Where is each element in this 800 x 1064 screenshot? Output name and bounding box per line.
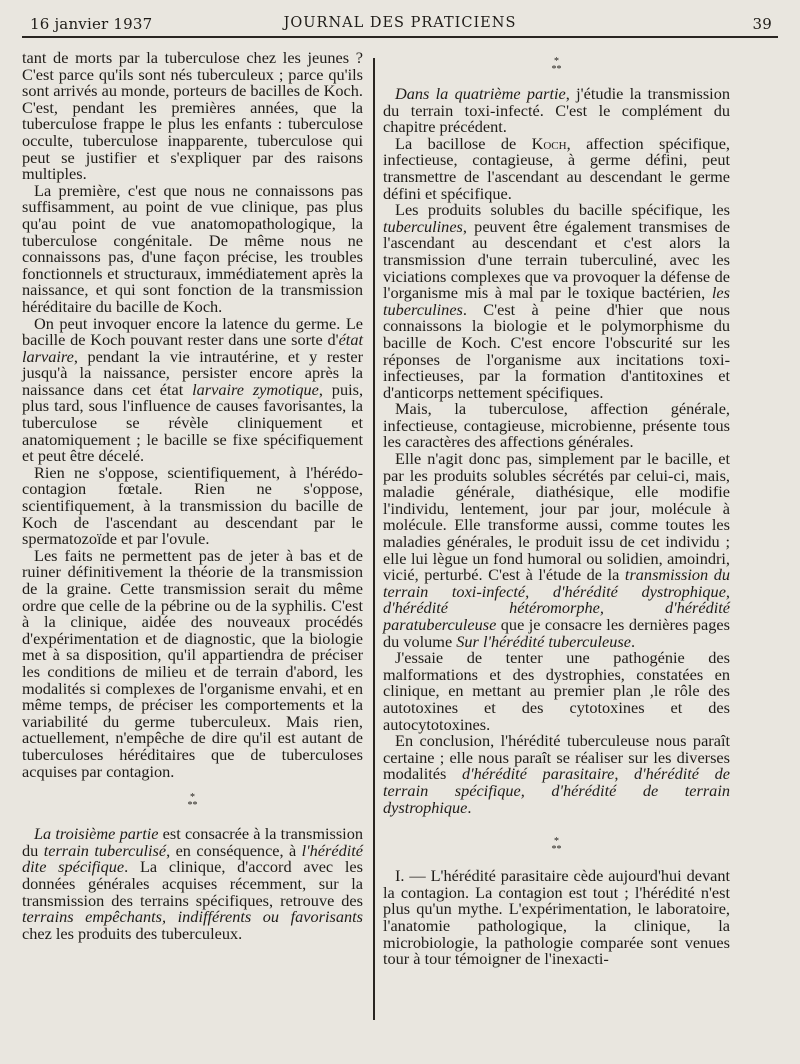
- italic-run: terrains empêchants, indifférents ou favorisants: [22, 907, 363, 927]
- paragraph: Mais, la tuberculose, affection générale, infectieuse, contagieuse, microbienne, présente tous les caractères des affections générales.: [383, 399, 730, 452]
- issue-date: 16 janvier 1937: [30, 15, 153, 33]
- text-run: .: [630, 631, 636, 651]
- text-run: que je consacre les dernières pages du volume: [383, 615, 730, 651]
- asterism-star: *: [556, 64, 562, 75]
- asterism-star: *: [551, 64, 557, 75]
- paragraph: Rien ne s'oppose, scientifiquement, à l'hérédo-contagion fœtale. Rien ne s'oppose, scientifiquement, à la transmission du bacille de Koch de l'ascendant au descendant par le spermatozoïde et par l'ovule.: [22, 462, 363, 549]
- text-run: est consacrée à la transmission du: [22, 824, 363, 860]
- header-rule: [22, 36, 778, 38]
- paragraph: [22, 313, 364, 466]
- text-run: Elle n'agit donc pas, simplement par le bacille, et par les produits solubles sécrétés par celui-ci, mais, maladie générale, diathésique, elle modifie l'individu, lentement, jour par jour, molécule à molécule. Elle transforme aussi, comme toutes les maladies générales, le produit issu de cet individu ; elle lui lègue un fond humoral ou solidien, amoindri, vicié, perturbé. C'est à l'étude de la: [383, 449, 730, 585]
- asterism-star: [22, 802, 363, 810]
- italic-run: Dans la quatrième partie: [395, 84, 566, 103]
- paragraph: Les faits ne permettent pas de jeter à bas et de ruiner définitivement la théorie de la transmission de la graine. Cette transmission serait du même ordre que celle de la pébrine ou de la syphilis. C'est à la clinique, aidée des nouveaux procédés d'expérimentation et de diagnostic, que la biologie met à sa disposition, qu'il appartiendra de préciser les conditions de milieu et de terrain d'abord, les modalités si complexes de l'organisme envahi, et en même temps, de préciser les comportements et la variabilité du germe tuberculeux. Mais rien, actuellement, n'empêche de dire qu'il est autant de tuberculoses héréditaires que de tuberculoses acquises par contagion.: [22, 545, 363, 781]
- paragraph: I. — L'hérédité parasitaire cède aujourd'hui devant la contagion. La contagion est tout ; l'hérédité n'est plus qu'un mythe. L'expérimentation, le laboratoire, l'anatomie pathologique, la clinique, la microbiologie, la pathologie comparée sont venues tour à tour témoigner de l'inexacti-: [383, 866, 730, 969]
- italic-run: transmission du terrain toxi-infecté, d'hérédité dystrophique, d'hérédité hétéromorphe, d'hérédité paratuberculeuse: [383, 565, 731, 634]
- small-caps-run: Koch: [531, 133, 567, 153]
- paragraph: [383, 86, 730, 136]
- asterism-star: [383, 846, 730, 854]
- asterism-star: *: [187, 800, 193, 812]
- asterism-star: *: [554, 56, 559, 67]
- text-run: Les produits solubles du bacille spécifique, les: [395, 200, 730, 220]
- italic-run: La troisième partie: [34, 824, 159, 844]
- text-run: , j'étudie la transmission du terrain toxi-infecté. C'est le complément du chapitre précédent.: [383, 84, 730, 137]
- asterism-star: *: [551, 844, 557, 856]
- text-run: , en conséquence, à: [166, 840, 302, 860]
- italic-run: les tuberculines: [383, 283, 730, 319]
- asterism-star: *: [190, 792, 195, 804]
- paragraph: [383, 733, 730, 816]
- paragraph: tant de morts par la tuberculose chez les jeunes ? C'est parce qu'ils sont nés tuberculeux ; parce qu'ils sont arrivés au monde, porteurs de bacilles de Koch. C'est, pendant les premières années, que la tuberculose frappe le plus les enfants : tuberculose occulte, tuberculose inapparente, tuberculose qui peut se justifier et s'expliquer par des raisons multiples.: [22, 48, 363, 184]
- text-run: . La clinique, d'accord avec les données générales acquises récemment, sur la transmission des terrains spécifiques, retrouve des: [22, 857, 363, 910]
- page-number: 39: [752, 15, 772, 33]
- italic-run: l'hérédité dite spécifique: [22, 840, 364, 877]
- text-run: chez les produits des tuberculeux.: [22, 923, 243, 943]
- right-column: [383, 50, 730, 968]
- text-run: On peut invoquer encore la latence du germe. Le bacille de Koch pouvant rester dans une sorte d': [22, 313, 363, 350]
- italic-run: terrain tuberculisé: [43, 840, 167, 860]
- column-divider: [373, 58, 375, 1020]
- paragraph: [22, 826, 363, 942]
- text-run: , peuvent être également transmises de l'ascendant au descendant et c'est alors la transmission d'une terrain tuberculiné, avec les viciations complexes que va provoquer la défense de l'organisme mis à mal par le toxique bactérien,: [383, 216, 730, 303]
- paragraph: La première, c'est que nous ne connaissons pas suffisamment, au point de vue clinique, pas plus qu'au point de vue anatomopathologique, la tuberculose congénitale. De même nous ne connaissons pas, d'une façon précise, les troubles fonctionnels et structuraux, immédiatement après la naissance, et qui sont fonction de la transmission héréditaire du bacille de Koch.: [22, 180, 363, 316]
- asterism-star: *: [192, 800, 198, 812]
- paragraph: [383, 451, 730, 650]
- asterism-star: [383, 66, 730, 74]
- text-run: , pendant la vie intrautérine, et y rester jusqu'à la naissance, persister encore après la naissance dans cet état: [22, 346, 363, 399]
- paragraph: [383, 133, 730, 203]
- text-run: . C'est à peine d'hier que nous connaissons la biologie et le polymorphisme du bacille de Koch. C'est encore l'obscurité sur les réponses de l'organisme aux incitations toxi-infectieuses, par la formation d'antitoxines et d'anticorps nettement spécifiques.: [383, 299, 730, 402]
- text-run: , affection spécifique, infectieuse, contagieuse, à germe défini, peut transmettre de l'ascendant au descendant le germe défini et spécifique.: [383, 133, 730, 203]
- italic-run: état larvaire: [22, 330, 363, 366]
- text-run: En conclusion, l'hérédité tuberculeuse nous paraît certaine ; elle nous paraît se réaliser sur les diverses modalités: [383, 731, 730, 784]
- asterism-star: *: [556, 844, 562, 856]
- left-column: [22, 50, 363, 942]
- text-run: .: [467, 797, 472, 817]
- page-header: [22, 12, 778, 34]
- italic-run: tuberculines: [383, 216, 463, 236]
- section-asterism: [383, 838, 730, 854]
- paragraph: J'essaie de tenter une pathogénie des malformations et des dystrophies, constatées en clinique, en mettant au premier plan ,le rôle des autotoxines et des cytotoxines et des autocytotoxines.: [383, 648, 730, 734]
- section-asterism: [22, 794, 363, 810]
- italic-run: d'hérédité parasitaire, d'hérédité de terrain spécifique, d'hérédité de terrain dystrophique: [383, 764, 731, 817]
- italic-run: Sur l'hérédité tuberculeuse: [456, 631, 631, 651]
- text-run: , puis, plus tard, sous l'influence de causes favorisantes, la tuberculose se révèle cliniquement et anatomiquement ; le bacille se fixe spécifiquement et peut être décelé.: [22, 379, 364, 466]
- journal-title: JOURNAL DES PRATICIENS: [283, 15, 517, 31]
- italic-run: larvaire zymotique: [192, 379, 319, 399]
- paragraph: [383, 202, 730, 401]
- text-run: La bacillose de: [395, 133, 532, 153]
- asterism-star: *: [554, 836, 559, 848]
- section-asterism: [383, 58, 730, 74]
